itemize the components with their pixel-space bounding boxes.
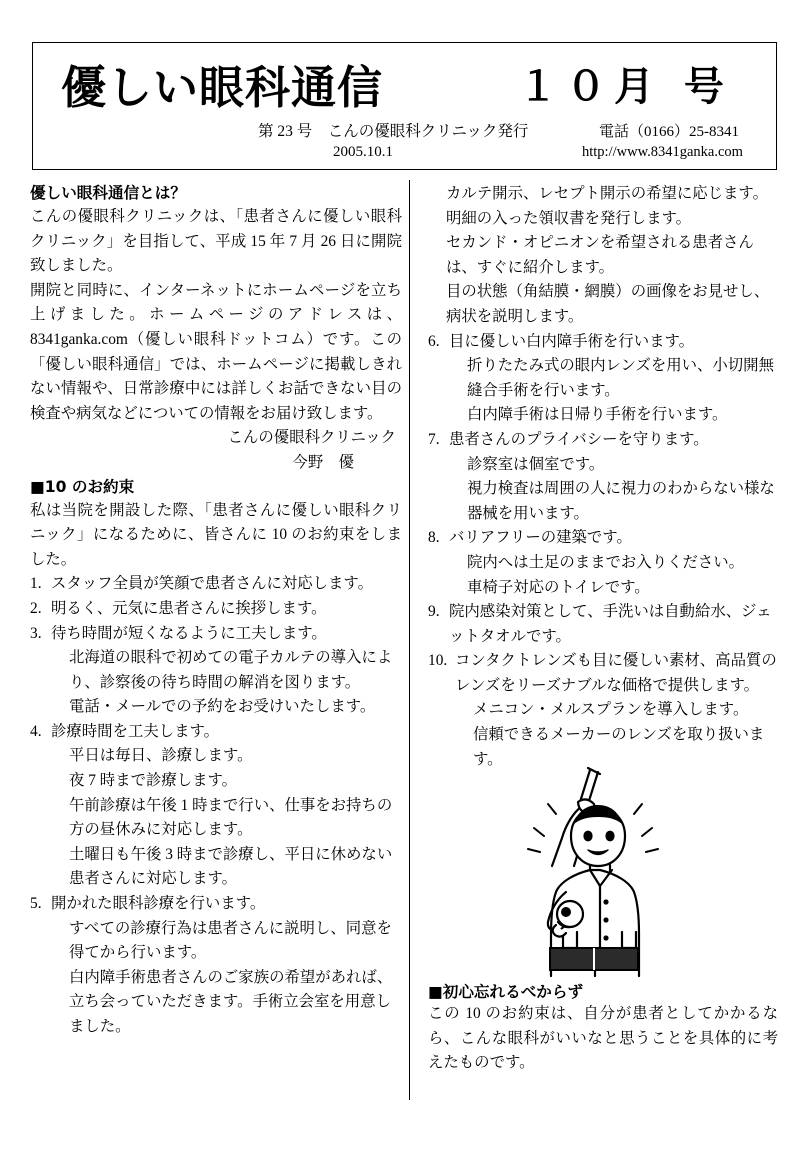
list-item-subtext: セカンド・オピニオンを希望される患者さんは、すぐに紹介します。: [446, 234, 754, 276]
list-item-subtext: 午前診療は午後 1 時まで行い、仕事をお持ちの方の昼休みに対応します。: [69, 796, 393, 839]
list-item: [30, 622, 402, 720]
list-item-text: 患者さんのプライバシーを守ります。: [449, 430, 709, 448]
list-item-subtext: 視力検査は周囲の人に視力のわからない様な器械を用います。: [467, 480, 775, 522]
list-item-number: 6.: [428, 332, 440, 350]
list-item-number: 10.: [428, 652, 448, 670]
list-item-subtext: 電話・メールでの予約をお受けいたします。: [69, 698, 376, 716]
list-item-subtext: 目の状態（角結膜・網膜）の画像をお見せし、病状を説明します。: [446, 283, 770, 325]
list-item-subtext: すべての診療行為は患者さんに説明し、同意を得てから行います。: [69, 919, 392, 962]
list-item-number: 9.: [428, 603, 440, 621]
list-item-subtext: 信頼できるメーカーのレンズを取り扱います。: [473, 726, 765, 768]
promises-heading: ■10 のお約束: [30, 477, 135, 496]
list-item-number: 2.: [30, 599, 42, 617]
issue-date: 2005.10.1: [333, 144, 393, 160]
list-item: [428, 649, 778, 772]
list-item: [30, 597, 402, 622]
list-item-number: 7.: [428, 430, 440, 448]
newsletter-title: 優しい眼科通信: [61, 61, 384, 114]
list-item-number: 4.: [30, 722, 42, 740]
list-item-text: 待ち時間が短くなるように工夫します。: [51, 624, 327, 642]
continued-subitems: [428, 182, 778, 330]
list-item: [30, 892, 402, 1040]
masthead: [32, 42, 777, 170]
list-item-text: 院内感染対策として、手洗いは自動給水、ジェットタオルです。: [449, 603, 772, 645]
list-item: [428, 428, 778, 526]
list-item-subtext: メニコン・メルスプランを導入します。: [473, 701, 749, 719]
signature-name: 今野 優: [292, 453, 354, 471]
intro-paragraph-1: こんの優眼科クリニックは、「患者さんに優しい眼科クリニック」を目指して、平成 15 年 7 月 26 日に開院致しました。: [30, 208, 402, 275]
list-item-subtext: 白内障手術患者さんのご家族の希望があれば、立ち会っていただきます。手術立会室を用意しました。: [69, 968, 393, 1035]
list-item-subtext: 院内へは土足のままでお入りください。: [467, 553, 745, 571]
signature-clinic: こんの優眼科クリニック: [227, 429, 396, 447]
issue-month: １０月 号: [518, 64, 732, 110]
list-item-text: 開かれた眼科診療を行います。: [51, 895, 266, 913]
list-item-subtext: 土曜日も午後 3 時まで診療し、平日に休めない患者さんに対応します。: [69, 845, 393, 888]
doctor-illustration: [470, 762, 720, 977]
list-item-text: 目に優しい白内障手術を行います。: [449, 332, 695, 350]
list-item: [428, 330, 778, 428]
clinic-telephone: 電話（0166）25-8341: [599, 124, 739, 140]
promises-intro: 私は当院を開設した際、「患者さんに優しい眼科クリニック」になるために、皆さんに 10 のお約束をしました。: [30, 501, 402, 568]
list-item-text: バリアフリーの建築です。: [449, 529, 632, 547]
right-column: [428, 182, 778, 772]
list-item-text: スタッフ全員が笑顔で患者さんに対応します。: [51, 575, 373, 593]
list-item-subtext: 明細の入った領収書を発行します。: [446, 209, 692, 227]
left-column: [30, 182, 402, 1040]
list-item-subtext: 診察室は個室です。: [467, 455, 605, 473]
list-item-subtext: 車椅子対応のトイレです。: [467, 578, 650, 596]
closing-heading: ■初心忘れるべからず: [428, 983, 584, 1001]
list-item: [428, 600, 778, 649]
list-item-subtext: 北海道の眼科で初めての電子カルテの導入により、診察後の待ち時間の解消を図ります。: [69, 649, 393, 691]
column-divider: [409, 180, 410, 1100]
intro-paragraph-2: 開院と同時に、インターネットにホームページを立ち上げました。ホームページのアドレスは、8341ganka.com（優しい眼科ドットコム）です。この「優しい眼科通信」では、ホームページに掲載しきれない情報や、日常診療中には詳しくお話できない目の検査や病気などについての情報をお届け致します。: [30, 281, 402, 422]
list-item-number: 3.: [30, 624, 42, 642]
issue-number: 第 23 号 こんの優眼科クリニック発行: [258, 123, 529, 140]
clinic-website-url[interactable]: http://www.8341ganka.com: [582, 144, 743, 160]
list-item-text: コンタクトレンズも目に優しい素材、高品質のレンズをリーズナブルな価格で提供します。: [455, 652, 777, 694]
promise-list-right: [428, 330, 778, 773]
list-item-text: 明るく、元気に患者さんに挨拶します。: [51, 599, 327, 617]
list-item-subtext: カルテ開示、レセプト開示の希望に応じます。: [446, 185, 768, 202]
closing-paragraph: この 10 のお約束は、自分が患者としてかかるなら、こんな眼科がいいなと思うことを具体的に考えたものです。: [428, 1005, 778, 1072]
list-item: [30, 572, 402, 597]
list-item-subtext: 平日は毎日、診療します。: [69, 747, 253, 765]
list-item: [428, 526, 778, 600]
doctor-illustration-svg: [470, 762, 720, 977]
intro-heading: 優しい眼科通信とは？: [30, 184, 186, 202]
list-item-subtext: 折りたたみ式の眼内レンズを用い、小切開無縫合手術を行います。: [467, 357, 774, 399]
promise-list-left: [30, 572, 402, 1039]
list-item-subtext: 白内障手術は日帰り手術を行います。: [467, 406, 728, 424]
list-item-number: 5.: [30, 895, 42, 913]
list-item-subtext: 夜 7 時まで診療します。: [69, 772, 238, 790]
list-item: [30, 720, 402, 892]
list-item-number: 8.: [428, 529, 440, 547]
list-item-text: 診療時間を工夫します。: [51, 722, 220, 740]
list-item-number: 1.: [30, 575, 42, 593]
